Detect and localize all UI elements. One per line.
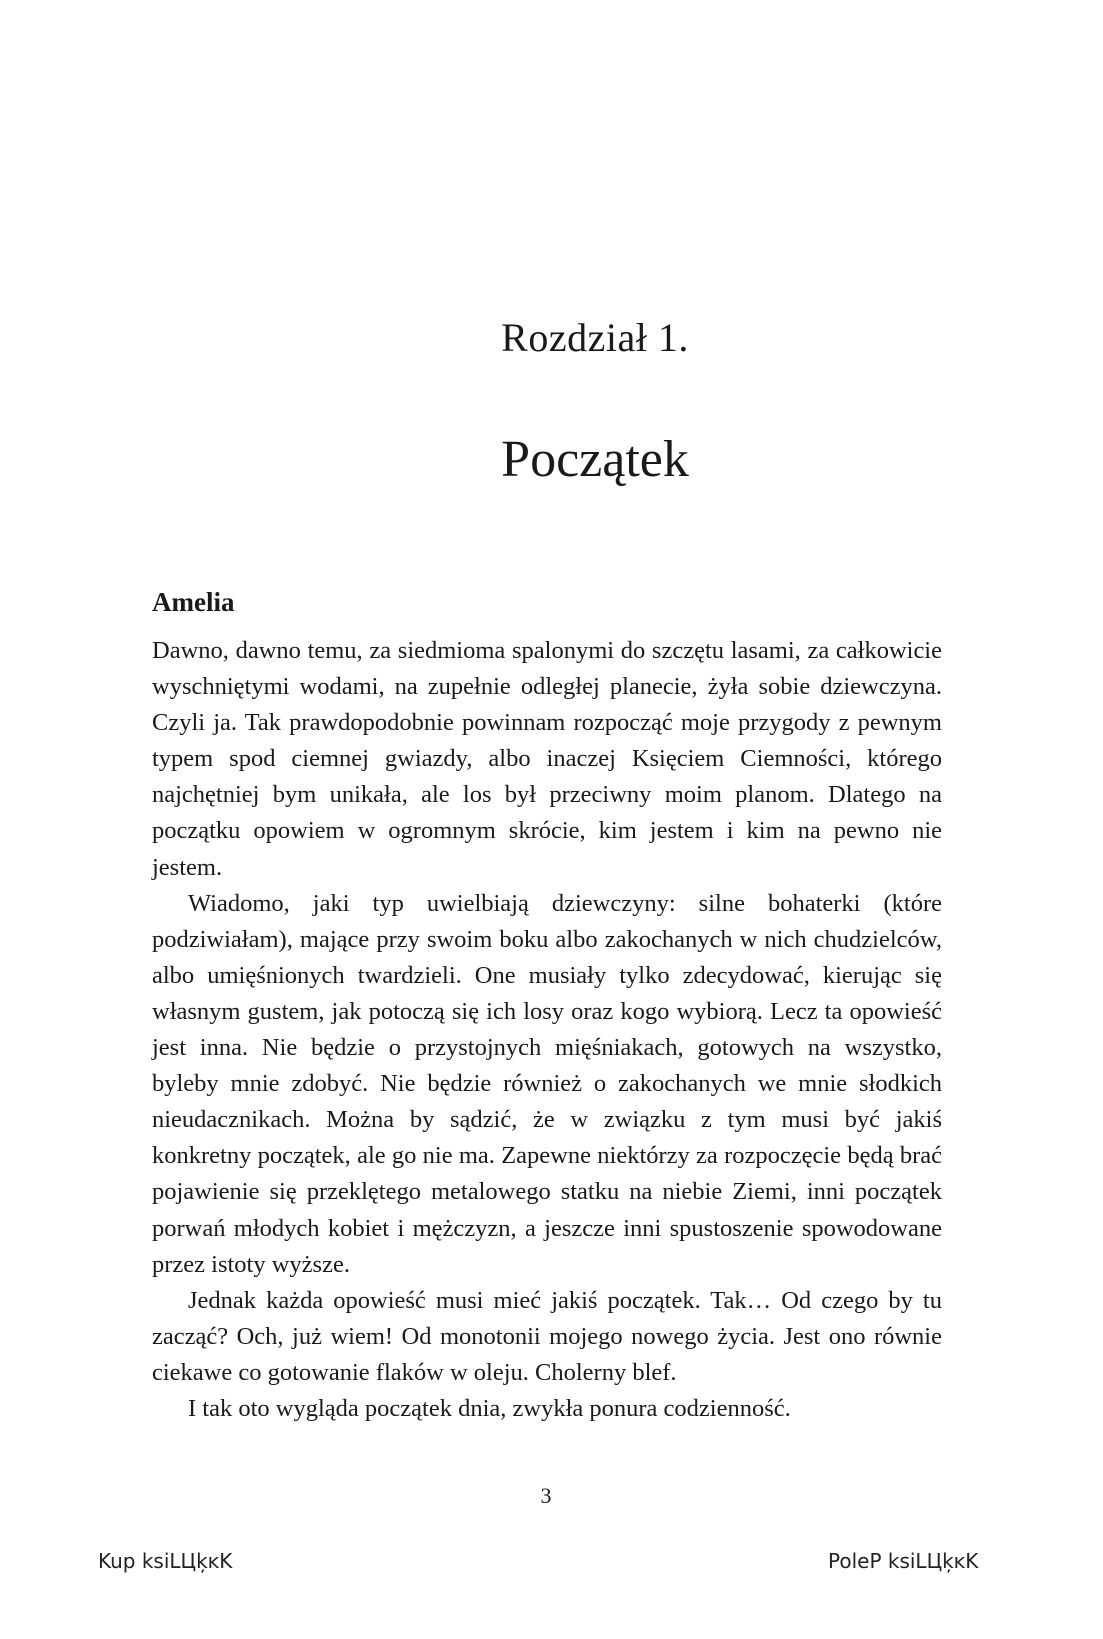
chapter-title: Początek [501, 431, 689, 488]
paragraph: I tak oto wygląda początek dnia, zwykła ponura codzienność. [188, 1394, 791, 1422]
chapter-number: Rozdział 1. [501, 315, 689, 360]
body-text [152, 633, 942, 1427]
page-number: 3 [540, 1483, 552, 1508]
recommend-book-link[interactable]: PoleP ksiLЦķĸK [828, 1549, 979, 1573]
paragraph: Wiadomo, jaki typ uwielbiają dziewczyny: silne bohaterki (które podziwiałam), mające przy swoim boku albo zakochanych w nich chudzielców, albo umięśnionych twardzieli. One musiały tylko zdecydować, kierując się własnym gustem, jak potoczą się ich losy oraz kogo wybiorą. Lecz ta opowieść jest inna. Nie będzie o przystojnych mięśniakach, gotowych na wszystko, byleby mnie zdobyć. Nie będzie również o zakochanych we mnie słodkich nieudacznikach. Można by sądzić, że w związku z tym musi być jakiś konkretny początek, ale go nie ma. Zapewne niektórzy za rozpoczęcie będą brać pojawienie się przeklętego metalowego statku na niebie Ziemi, inni początek porwań młodych kobiet i mężczyzn, a jeszcze inni spustoszenie spowodowane przez istoty wyższe. [152, 889, 942, 1278]
buy-book-link[interactable]: Kup ksiLЦķĸK [98, 1549, 233, 1573]
paragraph: Jednak każda opowieść musi mieć jakiś początek. Tak… Od czego by tu zacząć? Och, już wiem! Od monotonii mojego nowego życia. Jest ono równie ciekawe co gotowanie flaków w oleju. Cholerny blef. [152, 1286, 942, 1386]
section-heading: Amelia [152, 587, 235, 617]
paragraph: Dawno, dawno temu, za siedmioma spalonymi do szczętu lasami, za całkowicie wyschniętymi wodami, na zupełnie odległej planecie, żyła sobie dziewczyna. Czyli ja. Tak prawdopodobnie powinnam rozpocząć moje przygody z pewnym typem spod ciemnej gwiazdy, albo inaczej Księciem Ciemności, którego najchętniej bym unikała, ale los był przeciwny moim planom. Dlatego na początku opowiem w ogromnym skrócie, kim jestem i kim na pewno nie jestem. [152, 637, 942, 881]
